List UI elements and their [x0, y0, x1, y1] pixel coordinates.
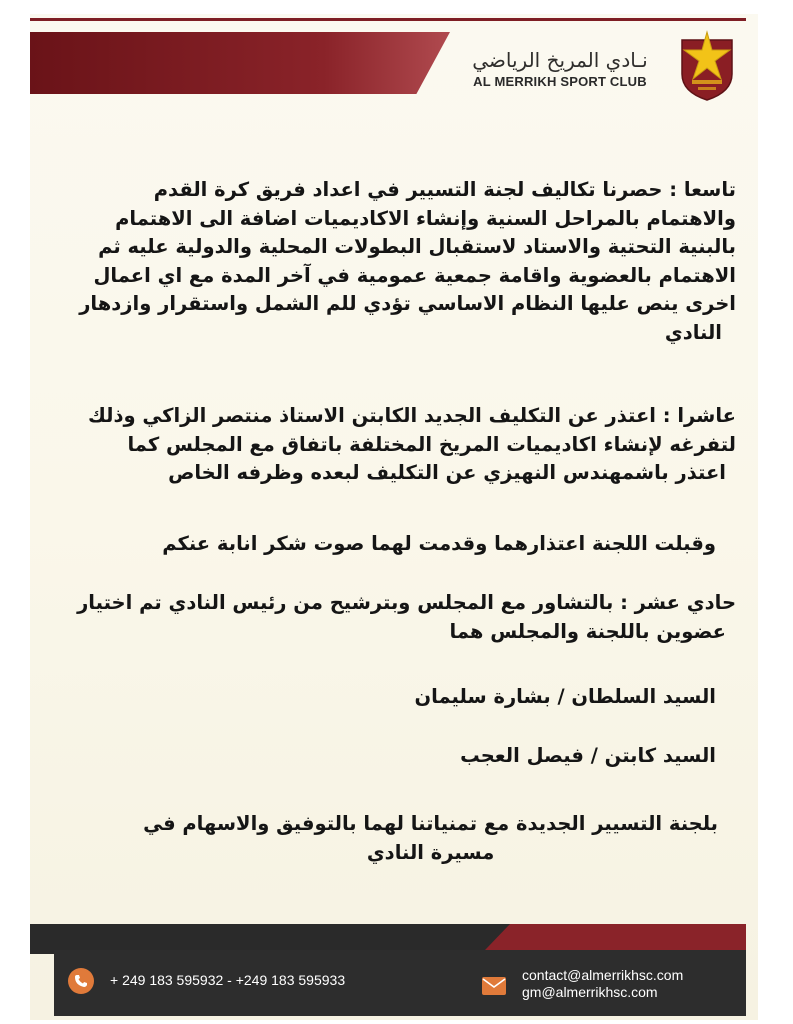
paragraph-ninth [50, 176, 736, 347]
text-line: تاسعا : حصرنا تكاليف لجنة التسيير في اعداد فريق كرة القدم [153, 178, 736, 201]
email-contact[interactable]: contact@almerrikhsc.com [522, 967, 684, 983]
paragraph-member-one [415, 683, 736, 712]
letter-body [50, 176, 736, 864]
phone-icon [68, 968, 94, 994]
text-line: حادي عشر : بالتشاور مع المجلس وبترشيح من رئيس النادي تم اختيار [77, 591, 736, 614]
header-top-rule [30, 18, 746, 21]
contact-emails [522, 967, 683, 1001]
text-line: اعتذر باشمهندس النهيزي عن التكليف لبعده وظرفه الخاص [168, 461, 726, 484]
text-line: عضوين باللجنة والمجلس هما [449, 619, 726, 643]
text-line: السيد السلطان / بشارة سليمان [414, 685, 716, 708]
text-line: والاهتمام بالمراحل السنية وإنشاء الاكاديميات اضافة الى الاهتمام [115, 206, 736, 230]
paragraph-tenth [88, 402, 736, 488]
letterhead-page [30, 14, 758, 1020]
text-line: عاشرا : اعتذر عن التكليف الجديد الكابتن الاستاذ منتصر الزاكي وذلك [87, 404, 736, 427]
text-line: السيد كابتن / فيصل العجب [460, 744, 716, 767]
text-line: الاهتمام بالعضوية واقامة جمعية عمومية في آخر المدة مع اي اعمال [93, 263, 736, 287]
text-line: بالبنية التحتية والاستاد لاستقبال البطولات المحلية والدولية عليه ثم [98, 235, 736, 258]
text-line: وقبلت اللجنة اعتذارهما وقدمت لهما صوت شكر انابة عنكم [162, 532, 716, 555]
club-name-english: AL MERRIKH SPORT CLUB [473, 74, 647, 89]
text-line: لتفرغه لإنشاء اكاديميات المريخ المختلفة باتفاق مع المجلس كما [127, 432, 736, 456]
club-name-arabic: نـادي المريخ الرياضي [472, 48, 648, 72]
text-line: بلجنة التسيير الجديدة مع تمنياتنا لهما بالتوفيق والاسهام في [143, 812, 718, 835]
mail-icon [482, 977, 506, 995]
paragraph-closing [143, 810, 718, 867]
paragraph-acceptance [162, 530, 736, 559]
text-line: اخرى ينص عليها النظام الاساسي تؤدي للم الشمل واستقرار وازدهار [79, 292, 736, 315]
paragraph-eleventh [77, 589, 736, 646]
club-logo [678, 30, 736, 102]
club-name-block [460, 48, 660, 89]
text-line: النادي [664, 320, 722, 344]
header-band [30, 32, 450, 94]
email-gm[interactable]: gm@almerrikhsc.com [522, 984, 658, 1000]
paragraph-member-two [460, 742, 736, 771]
phone-numbers: + 249 183 595932 - +249 183 595933 [110, 972, 346, 988]
text-line: مسيرة النادي [366, 840, 495, 864]
